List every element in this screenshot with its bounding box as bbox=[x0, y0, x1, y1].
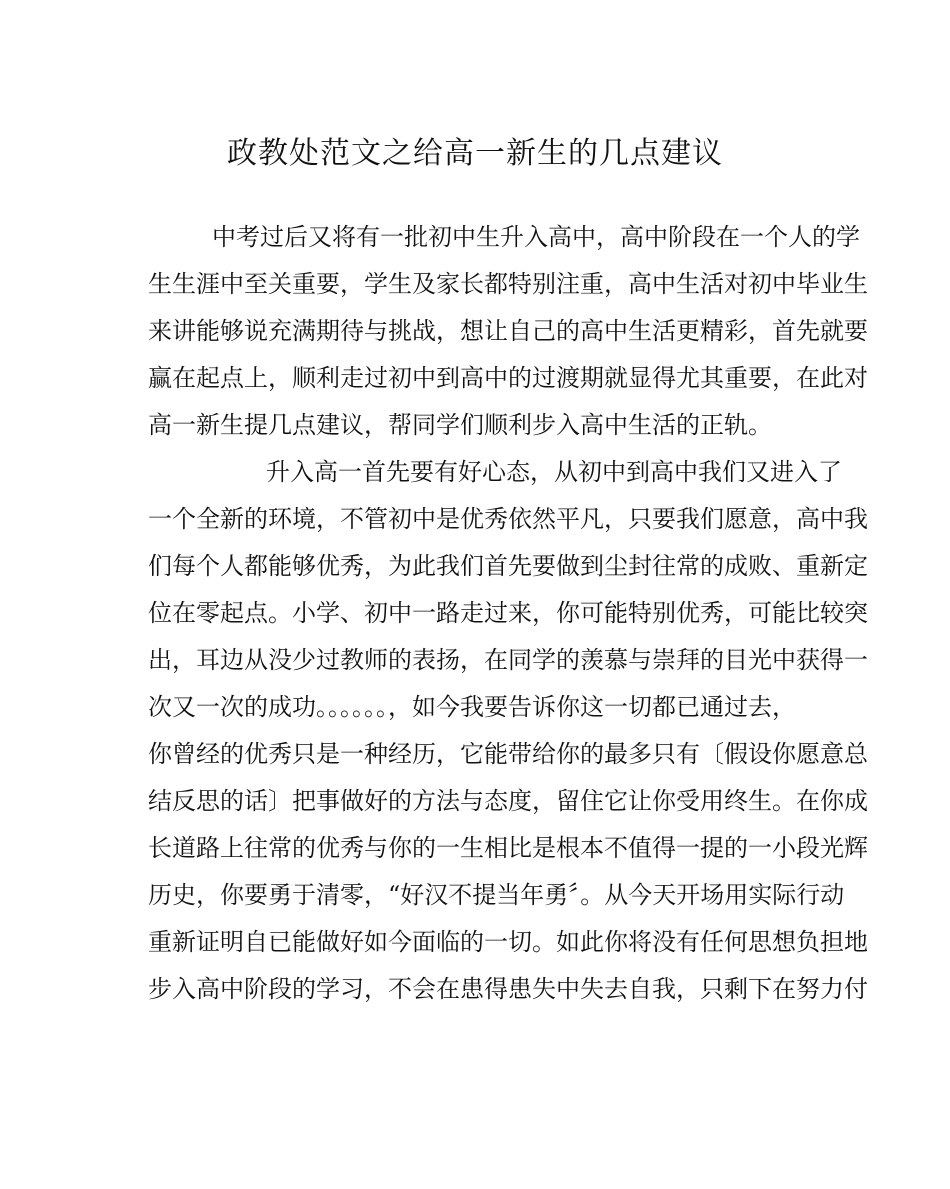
paragraph-2-line: 们每个人都能够优秀，为此我们首先要做到尘封往常的成败、重新定 bbox=[148, 552, 868, 580]
paragraph-1-line: 生生涯中至关重要，学生及家长都特别注重，高中生活对初中毕业生 bbox=[148, 270, 868, 298]
paragraph-1-line: 高一新生提几点建议，帮同学们顺利步入高中生活的正轨。 bbox=[148, 411, 772, 439]
paragraph-2-line: 历史，你要勇于清零，“好汉不提当年勇〞。从今天开场用实际行动 bbox=[148, 881, 845, 909]
paragraph-2-line: 重新证明自已能做好如今面临的一切。如此你将没有任何思想负担地 bbox=[148, 928, 868, 956]
paragraph-2-line: 结反思的话〕把事做好的方法与态度，留住它让你受用终生。在你成 bbox=[148, 787, 868, 815]
paragraph-1-line: 赢在起点上，顺利走过初中到高中的过渡期就显得尤其重要，在此对 bbox=[148, 364, 868, 392]
paragraph-2-line: 你曾经的优秀只是一种经历，它能带给你的最多只有〔假设你愿意总 bbox=[148, 740, 868, 768]
paragraph-2-line: 长道路上往常的优秀与你的一生相比是根本不值得一提的一小段光辉 bbox=[148, 834, 868, 862]
paragraph-1-line: 中考过后又将有一批初中生升入高中，高中阶段在一个人的学 bbox=[212, 223, 860, 251]
paragraph-1-line: 来讲能够说充满期待与挑战，想让自己的高中生活更精彩，首先就要 bbox=[148, 317, 868, 345]
paragraph-2-line: 出，耳边从没少过教师的表扬，在同学的羡慕与崇拜的目光中获得一 bbox=[148, 646, 868, 674]
document-title: 政教处范文之给高一新生的几点建议 bbox=[227, 136, 723, 171]
paragraph-2-line: 次又一次的成功。。。。。。，如今我要告诉你这一切都已通过去， bbox=[148, 693, 796, 721]
paragraph-2-line: 位在零起点。小学、初中一路走过来，你可能特别优秀，可能比较突 bbox=[148, 599, 868, 627]
paragraph-2-line: 步入高中阶段的学习，不会在患得患失中失去自我，只剩下在努力付 bbox=[148, 975, 868, 1003]
paragraph-2-line: 一个全新的环境，不管初中是优秀依然平凡，只要我们愿意，高中我 bbox=[148, 505, 868, 533]
paragraph-2-line: 升入高一首先要有好心态，从初中到高中我们又进入了 bbox=[266, 458, 842, 486]
